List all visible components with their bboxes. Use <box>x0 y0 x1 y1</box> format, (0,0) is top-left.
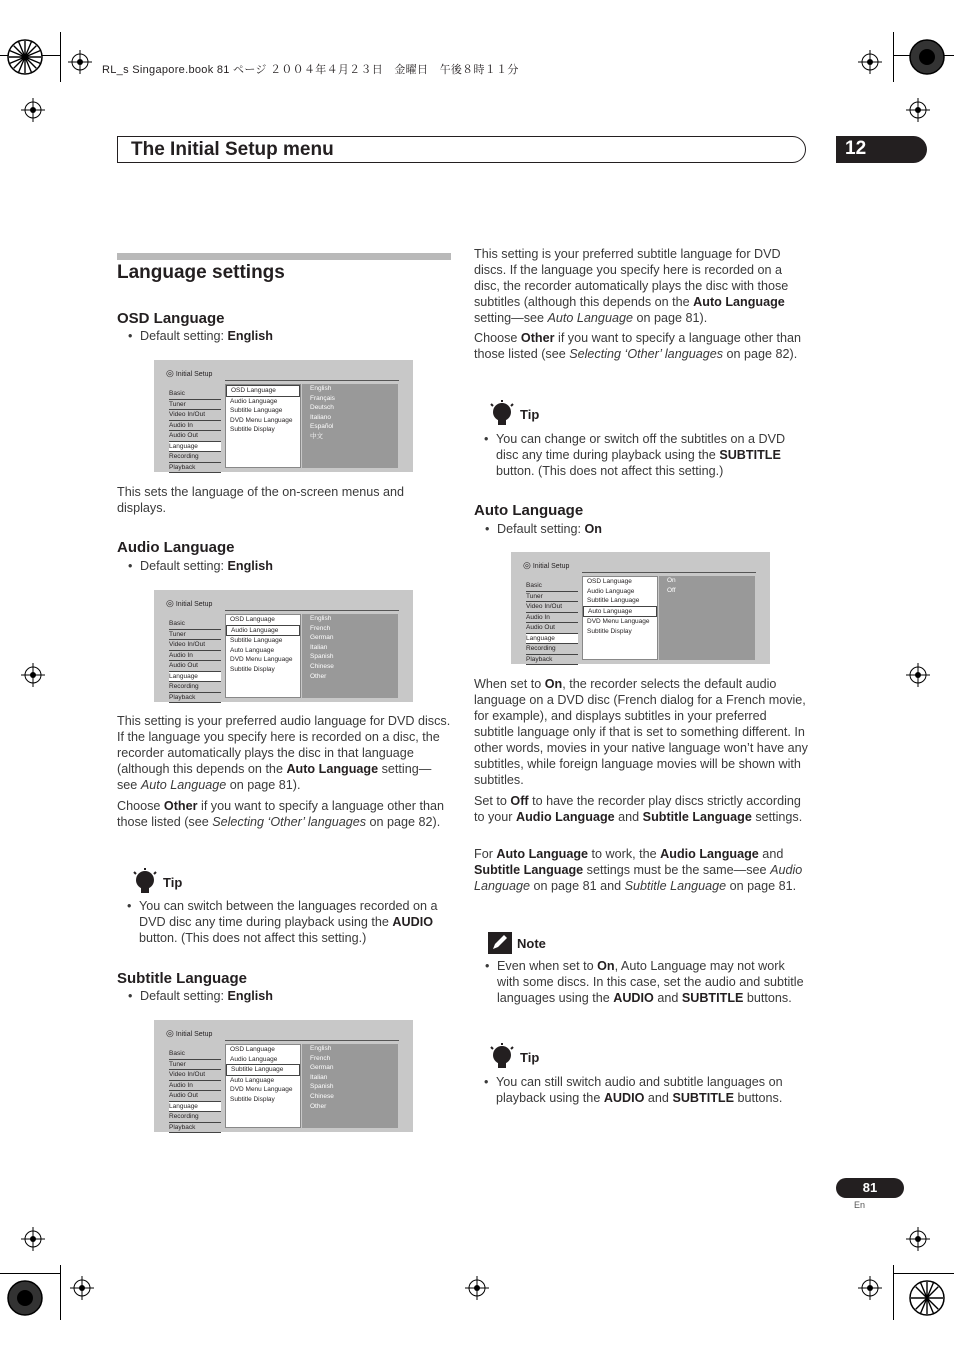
osd-screen <box>154 360 413 472</box>
screen-title: ◎ Initial Setup <box>166 368 213 378</box>
registration-wheel-icon <box>6 38 44 76</box>
crosshair-icon <box>906 663 930 687</box>
audio-heading: Audio Language <box>117 539 235 556</box>
subtitle-heading: Subtitle Language <box>117 970 248 987</box>
subtitle-para-2: Choose Other if you want to specify a language other than those listed (see Selecting ‘Other’ languages on page 82). <box>474 331 801 361</box>
audio-tip-text: • You can switch between the languages recorded on a DVD disc any time during playback using the AUDIO button. (This does not affect this setting.) <box>127 899 438 945</box>
chapter-number: 12 <box>845 138 867 159</box>
subtitle-para-1: This setting is your preferred subtitle language for DVD discs. If the language you specify here is recorded on a disc, the recorder automatically plays the disc with those subtitles (although this depends on the Auto Language setting—see Auto Language on page 81). <box>474 247 789 325</box>
registration-wheel-icon <box>908 38 946 76</box>
crosshair-icon <box>68 50 92 74</box>
auto-tip-text: • You can still switch audio and subtitle languages on playback using the AUDIO and SUBTITLE buttons. <box>484 1075 783 1105</box>
disc-icon: ◎ <box>166 1028 174 1038</box>
audio-para-1: This setting is your preferred audio language for DVD discs. If the language you specify here is recorded on a disc, the recorder automatically plays the disc in that language (although this depends on the Auto Language setting—see Auto Language on page 81). <box>117 714 451 792</box>
subtitle-screen: ◎ Initial Setup Basic Tuner Video In/Out Audio In Audio Out Language Recording Playback OSD Language Audio Language Subtitle Language Auto Language DVD Menu Language Subtitle Display English French German Italian Spanish Chinese Other <box>154 1020 413 1132</box>
registration-wheel-icon <box>6 1279 44 1317</box>
chapter-badge <box>836 136 927 163</box>
auto-default: • Default setting: On <box>485 522 603 536</box>
note-pencil-icon <box>488 932 512 954</box>
screen-options: OSD Language Audio Language Subtitle Language DVD Menu Language Subtitle Display <box>225 384 301 468</box>
page-number: 81 <box>836 1178 904 1198</box>
crosshair-icon <box>21 663 45 687</box>
audio-para-2: Choose Other if you want to specify a language other than those listed (see Selecting ‘Other’ languages on page 82). <box>117 799 444 829</box>
screen-menu: Basic Tuner Video In/Out Audio In Audio Out Language Recording Playback <box>169 389 221 473</box>
crosshair-icon <box>465 1276 489 1300</box>
section-rule <box>117 253 451 260</box>
section-title: Language settings <box>117 262 285 283</box>
auto-note: Note <box>488 930 608 958</box>
subtitle-default: • Default setting: English <box>128 989 273 1003</box>
auto-heading: Auto Language <box>474 502 584 519</box>
page-title: The Initial Setup menu <box>131 139 334 160</box>
page-language: En <box>854 1200 866 1210</box>
crosshair-icon <box>858 50 882 74</box>
book-header: RL_s Singapore.book 81 ページ ２００４年４月２３日 金曜日 午後８時１１分 <box>102 64 519 76</box>
audio-screen: ◎ Initial Setup Basic Tuner Video In/Out Audio In Audio Out Language Recording Playback OSD Language Audio Language Subtitle Language Auto Language DVD Menu Language Subtitle Display English French German Italian Spanish Chinese Other <box>154 590 413 702</box>
subtitle-tip-text: • You can change or switch off the subtitles on a DVD disc any time during playback using the SUBTITLE button. (This does not affect this setting.) <box>484 432 786 478</box>
disc-icon: ◎ <box>523 560 531 570</box>
auto-para-3: For Auto Language to work, the Audio Language and Subtitle Language settings must be the same—see Audio Language on page 81 and Subtitle Language on page 81. <box>474 847 803 893</box>
page-title-bar <box>117 136 806 163</box>
screen-values: English Français Deutsch Italiano Español 中文 <box>302 384 398 468</box>
crosshair-icon <box>70 1276 94 1300</box>
crosshair-icon <box>858 1276 882 1300</box>
auto-tip: Tip <box>488 1043 608 1071</box>
registration-wheel-icon <box>908 1279 946 1317</box>
osd-heading: OSD Language <box>117 310 225 327</box>
audio-default: • Default setting: English <box>128 559 273 573</box>
disc-icon: ◎ <box>166 598 174 608</box>
crosshair-icon <box>21 1227 45 1251</box>
subtitle-tip: Tip <box>488 400 608 428</box>
lightbulb-icon <box>131 868 159 896</box>
osd-body: This sets the language of the on-screen menus and displays. <box>117 485 405 515</box>
crosshair-icon <box>906 1227 930 1251</box>
auto-note-text: • Even when set to On, Auto Language may not work with some discs. In this case, set the audio and subtitle languages using the AUDIO and SUBTITLE buttons. <box>485 959 804 1005</box>
audio-tip: Tip <box>131 868 251 896</box>
crosshair-icon <box>21 98 45 122</box>
disc-icon: ◎ <box>166 368 174 378</box>
lightbulb-icon <box>488 400 516 428</box>
crosshair-icon <box>906 98 930 122</box>
auto-para-2: Set to Off to have the recorder play discs strictly according to your Audio Language and Subtitle Language settings. <box>474 794 803 824</box>
osd-default: • Default setting: English <box>128 329 273 343</box>
lightbulb-icon <box>488 1043 516 1071</box>
auto-screen: ◎ Initial Setup Basic Tuner Video In/Out Audio In Audio Out Language Recording Playback OSD Language Audio Language Subtitle Language Auto Language DVD Menu Language Subtitle Display On Off <box>511 552 770 664</box>
auto-para-1: When set to On, the recorder selects the default audio language on a DVD disc (French dialog for a French movie, for example), and displays subtitles in your preferred subtitle language only if that is set to something different. In other words, movies in your native language won’t have any subtitles, while foreign language movies will be shown with subtitles. <box>474 677 808 787</box>
